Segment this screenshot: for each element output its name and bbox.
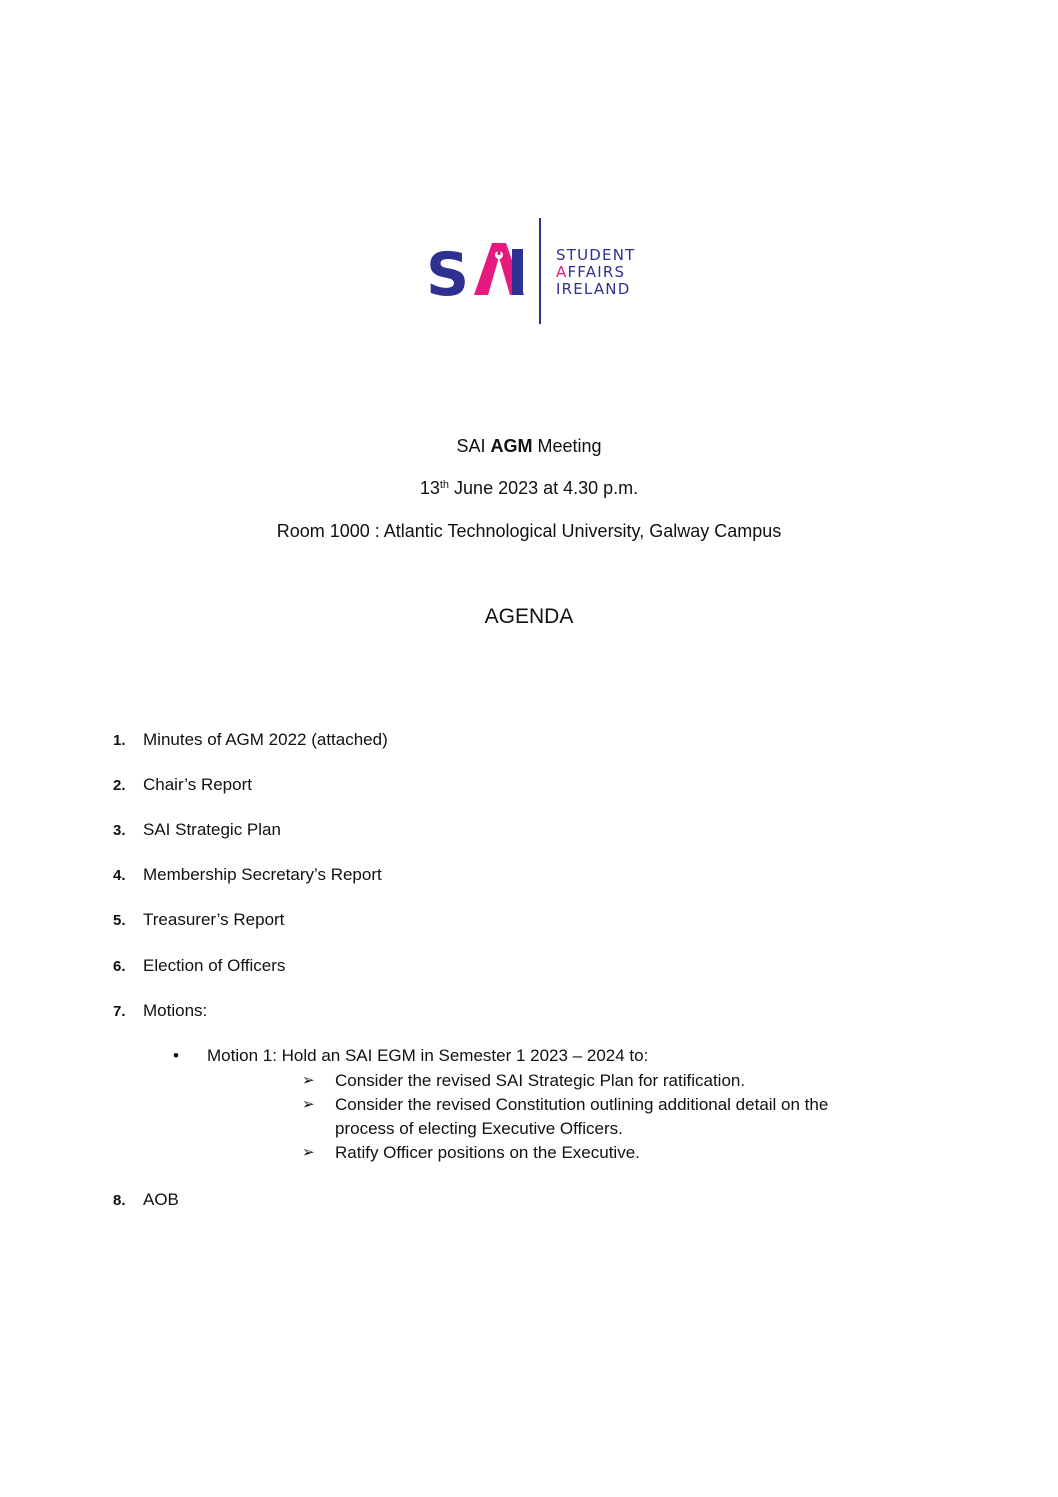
title-bold: AGM [490,436,533,456]
logo-letter-s: S [426,240,470,310]
logo-line-affairs: AFFAIRS [556,263,626,281]
motion-point-1 [302,1069,882,1093]
agenda-item-2 [113,774,252,797]
item-number: 8. [113,1192,126,1209]
date-day: 13 [419,478,440,498]
item-number: 3. [113,822,126,839]
item-text: Chair’s Report [143,775,252,794]
agenda-item-5 [113,909,284,932]
item-text: AOB [143,1190,179,1209]
item-text: Membership Secretary’s Report [143,865,382,884]
item-number: 2. [113,777,126,794]
item-text: Minutes of AGM 2022 (attached) [143,730,388,749]
arrow-bullet-icon: ➢ [302,1072,315,1089]
logo-divider [539,218,541,324]
agenda-item-6 [113,955,285,978]
meeting-date [0,477,1058,499]
title-prefix: SAI [456,436,486,456]
item-text: Election of Officers [143,956,286,975]
meeting-title [0,435,1058,457]
agenda-item-8 [113,1189,179,1212]
agenda-item-4 [113,864,382,887]
arrow-bullet-icon: ➢ [302,1144,315,1161]
motion-bullet-row [173,1045,648,1067]
arrow-bullet-icon: ➢ [302,1096,315,1113]
motion-point-text: Consider the revised SAI Strategic Plan for ratification. [335,1071,746,1090]
item-number: 6. [113,958,126,975]
motion-point-2 [302,1093,882,1141]
item-text: SAI Strategic Plan [143,820,281,839]
item-number: 1. [113,732,126,749]
logo-letter-i [512,249,523,295]
title-suffix: Meeting [537,436,602,456]
motion-text: Motion 1: Hold an SAI EGM in Semester 1 2023 – 2024 to: [207,1046,649,1065]
item-number: 5. [113,912,126,929]
motion-point-text: Consider the revised Constitution outlining additional detail on the process of electing Executive Officers. [335,1095,829,1138]
agenda-item-7 [113,1000,207,1023]
bullet-icon: • [173,1046,179,1065]
item-text: Motions: [143,1001,208,1020]
agenda-item-3 [113,819,281,842]
date-suffix: th [439,479,450,491]
motion-point-text: Ratify Officer positions on the Executive. [335,1143,640,1162]
item-text: Treasurer’s Report [143,910,285,929]
sai-logo [420,215,650,327]
date-rest: June 2023 at 4.30 p.m. [454,478,639,498]
logo-line-ireland: IRELAND [556,280,631,298]
item-number: 4. [113,867,126,884]
item-number: 7. [113,1003,126,1020]
meeting-venue: Room 1000 : Atlantic Technological University, Galway Campus [276,521,782,541]
motion-point-3 [302,1141,882,1165]
agenda-item-1 [113,729,388,752]
agenda-heading: AGENDA [484,605,574,628]
logo-line-student: STUDENT [556,246,636,264]
